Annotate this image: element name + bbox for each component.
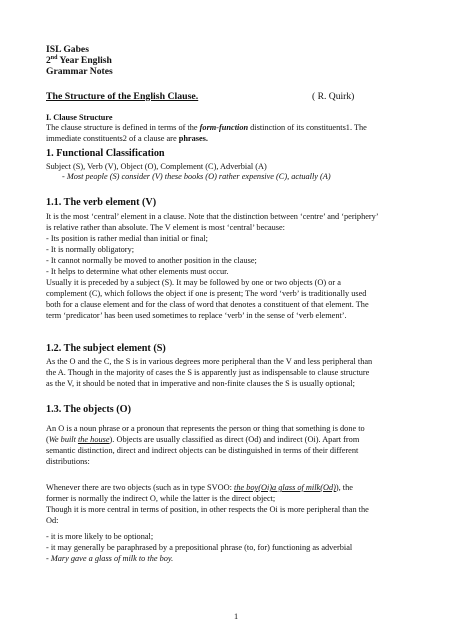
objects-line: Od: [46, 516, 59, 525]
text-run: The clause structure is defined in terms of the [46, 123, 200, 132]
objects-line: Though it is more central in terms of position, in other respects the Oi is more peripheral than the [46, 505, 369, 514]
objects-line: - it is more likely to be optional; [46, 532, 154, 541]
verb-line: - It helps to determine what other elements must occur. [46, 267, 229, 276]
school-name: ISL Gabes [46, 44, 89, 55]
page-number: 1 [234, 612, 239, 621]
course-subject: Grammar Notes [46, 66, 113, 77]
functional-classification-list: Subject (S), Verb (V), Object (O), Complement (C), Adverbial (A) [46, 162, 267, 171]
example-underlined: the house [77, 435, 110, 444]
objects-line: semantic distinction, direct and indirect objects can be distinguished in terms of their different [46, 446, 359, 455]
document-author: ( R. Quirk) [312, 91, 355, 102]
clause-structure-line-1 [46, 123, 430, 134]
text-run: ). Objects are usually classified as direct (Od) and indirect (Oi). Apart from [109, 435, 360, 444]
subject-line: As the O and the C, the S is in various degrees more peripheral than the V and less peripheral than [46, 357, 373, 366]
text-run: ( [46, 435, 49, 444]
section-subject-element-heading: 1.2. The subject element (S) [46, 343, 166, 354]
verb-line: - It is normally obligatory; [46, 245, 135, 254]
subject-line: the A. Though in the majority of cases the S is apparently just as indispensable to clause structure [46, 368, 370, 377]
verb-line: - Its position is rather medial than initial or final; [46, 234, 208, 243]
text-run: immediate constituents2 of a clause are [46, 134, 179, 143]
text-run: distinction of its constituents1. The [248, 123, 367, 132]
verb-line: term ‘predicator’ has been used sometimes to replace ‘verb’ in the sense of ‘verb element’. [46, 311, 347, 320]
section-clause-structure-heading: I. Clause Structure [46, 113, 113, 122]
verb-line: Usually it is preceded by a subject (S). It may be followed by one or two objects (O) or a [46, 278, 341, 287]
example-italic: We built [48, 435, 78, 444]
objects-example: - Mary gave a glass of milk to the boy. [46, 554, 174, 563]
course-year-text: Year English [57, 55, 112, 66]
example-underlined: the boy(Oi)a glass of milk(Od) [234, 483, 336, 492]
objects-line: former is normally the indirect O, while the latter is the direct object; [46, 494, 276, 503]
clause-structure-line-2 [46, 134, 208, 145]
section-objects-heading: 1.3. The objects (O) [46, 404, 131, 415]
course-year-suffix: nd [50, 54, 58, 61]
course-year-number: 2 [46, 55, 51, 66]
subject-line: as the V, it should be noted that in imperative and non-finite clauses the S is usually optional; [46, 379, 355, 388]
verb-line: - It cannot normally be moved to another position in the clause; [46, 256, 257, 265]
text-run: Whenever there are two objects (such as in type SVOO: [46, 483, 235, 492]
text-run: ), the [335, 483, 353, 492]
objects-line: An O is a noun phrase or a pronoun that represents the person or thing that something is done to [46, 424, 365, 433]
verb-line: It is the most ‘central’ element in a clause. Note that the distinction between ‘centre’ and ‘periphery’ [46, 212, 379, 221]
verb-line: complement (C), which follows the object if one is present; The word ‘verb’ is traditionally used [46, 289, 367, 298]
objects-line: - it may generally be paraphrased by a prepositional phrase (to, for) functioning as adverbial [46, 543, 353, 552]
objects-line [46, 435, 359, 446]
course-year [46, 55, 112, 66]
document-title: The Structure of the English Clause. [46, 91, 199, 102]
section-verb-element-heading: 1.1. The verb element (V) [46, 197, 157, 208]
verb-line: is relative rather than absolute. The V element is most ‘central’ because: [46, 223, 285, 232]
functional-classification-example: - Most people (S) consider (V) these books (O) rather expensive (C), actually (A) [62, 172, 331, 181]
objects-line [46, 483, 353, 494]
emphasis-form-function: form-function [199, 123, 249, 132]
objects-line: distributions: [46, 457, 90, 466]
verb-line: both for a clause element and for the class of word that denotes a constituent of that element. The [46, 300, 369, 309]
section-functional-classification-heading: 1. Functional Classification [46, 148, 165, 159]
emphasis-phrases: phrases. [178, 134, 208, 143]
